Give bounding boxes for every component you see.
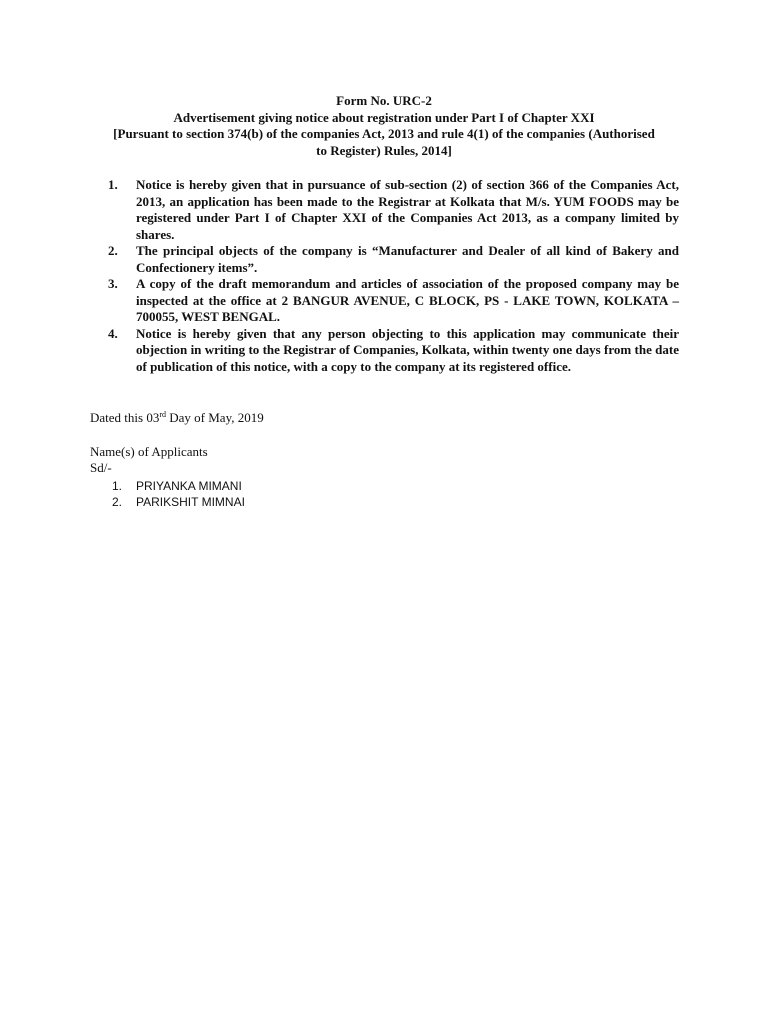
date-line	[90, 410, 490, 427]
notice-item	[108, 326, 679, 376]
office-address: 2 BANGUR AVENUE, C BLOCK, PS - LAKE TOWN, KOLKATA – 700055, WEST BENGAL.	[136, 292, 679, 324]
notice-number: 1.	[108, 177, 118, 192]
notice-item	[108, 276, 679, 326]
notice-text: Notice is hereby given that any person objecting to this application may communicate their objection in writing to the Registrar of Companies, Kolkata, within twenty one days from the date of publication of this notice, with a copy to the company at its registered office.	[136, 325, 679, 374]
form-number: Form No. URC-2	[336, 93, 432, 108]
applicant-item	[112, 494, 412, 510]
form-title: Advertisement giving notice about registration under Part I of Chapter XXI	[173, 109, 595, 125]
applicants-heading: Name(s) of Applicants	[90, 444, 208, 459]
notice-item	[108, 177, 679, 243]
signature-mark: Sd/-	[90, 460, 112, 475]
notice-number: 4.	[108, 325, 118, 341]
form-subtitle-line2: to Register) Rules, 2014]	[316, 142, 452, 158]
notice-number: 2.	[108, 243, 118, 258]
notice-list	[108, 177, 679, 375]
applicant-name: PARIKSHIT MIMNAI	[136, 495, 245, 509]
form-subtitle-line1: [Pursuant to section 374(b) of the companies Act, 2013 and rule 4(1) of the companies (Authorised	[113, 126, 655, 141]
applicant-list	[112, 478, 412, 510]
notice-text: Notice is hereby given that in pursuance of sub-section (2) of section 366 of the Companies Act, 2013, an application has been made to the Registrar at Kolkata that	[136, 177, 679, 209]
form-header	[90, 93, 678, 159]
notice-item	[108, 243, 679, 276]
applicant-number: 1.	[112, 479, 123, 493]
notice-number: 3.	[108, 276, 118, 291]
date-rest: Day of May, 2019	[166, 410, 264, 425]
notice-text: The principal objects of the company is “Manufacturer and Dealer of all kind of Bakery and Confectionery items”.	[136, 243, 679, 275]
applicant-item	[112, 478, 412, 494]
company-name: M/s. YUM FOODS	[525, 193, 634, 209]
date-ordinal-suffix: rd	[159, 410, 166, 419]
notice-text: A copy of the draft memorandum and articles of association of the proposed company may be inspected at the office at	[136, 276, 679, 308]
date-prefix: Dated this 03	[90, 410, 160, 425]
applicant-name: PRIYANKA MIMANI	[136, 479, 242, 493]
notice-text: may be registered under Part I of Chapter XXI of the Companies Act 2013, as a company limited by shares.	[136, 193, 679, 242]
applicant-number: 2.	[112, 495, 123, 509]
